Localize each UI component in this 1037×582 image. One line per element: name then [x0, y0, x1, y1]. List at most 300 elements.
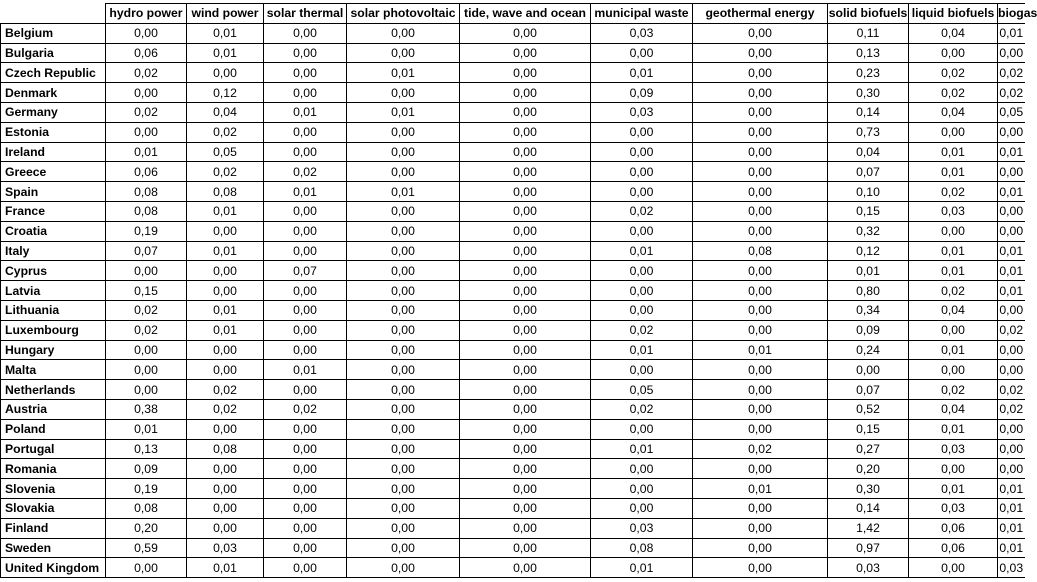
- value-cell[interactable]: 0,20: [828, 459, 909, 479]
- value-cell[interactable]: 0,00: [909, 221, 998, 241]
- value-cell[interactable]: 0,01: [909, 142, 998, 162]
- value-cell[interactable]: 0,59: [106, 538, 187, 558]
- value-cell[interactable]: 0,32: [828, 221, 909, 241]
- value-cell[interactable]: 0,00: [460, 518, 591, 538]
- value-cell[interactable]: 0,04: [828, 142, 909, 162]
- value-cell[interactable]: 0,02: [264, 399, 347, 419]
- value-cell[interactable]: 0,00: [347, 360, 460, 380]
- value-cell[interactable]: 0,00: [347, 201, 460, 221]
- value-cell[interactable]: 0,03: [909, 439, 998, 459]
- value-cell[interactable]: 0,01: [106, 142, 187, 162]
- value-cell[interactable]: 0,01: [998, 518, 1025, 538]
- value-cell[interactable]: 0,00: [460, 380, 591, 400]
- country-cell[interactable]: Portugal: [1, 439, 106, 459]
- value-cell[interactable]: 0,01: [187, 300, 264, 320]
- value-cell[interactable]: 0,00: [693, 162, 828, 182]
- value-cell[interactable]: 0,00: [591, 419, 693, 439]
- value-cell[interactable]: 0,01: [591, 63, 693, 83]
- col-header[interactable]: tide, wave and ocean: [460, 4, 591, 24]
- value-cell[interactable]: 0,00: [998, 300, 1025, 320]
- value-cell[interactable]: 0,03: [591, 23, 693, 43]
- value-cell[interactable]: 0,07: [828, 380, 909, 400]
- value-cell[interactable]: 0,00: [828, 360, 909, 380]
- value-cell[interactable]: 0,01: [909, 419, 998, 439]
- value-cell[interactable]: 0,00: [460, 479, 591, 499]
- value-cell[interactable]: 0,00: [106, 360, 187, 380]
- value-cell[interactable]: 0,03: [909, 201, 998, 221]
- country-cell[interactable]: Cyprus: [1, 261, 106, 281]
- country-cell[interactable]: Latvia: [1, 281, 106, 301]
- value-cell[interactable]: 0,00: [693, 281, 828, 301]
- value-cell[interactable]: 0,00: [347, 380, 460, 400]
- value-cell[interactable]: 0,00: [591, 162, 693, 182]
- country-cell[interactable]: Croatia: [1, 221, 106, 241]
- value-cell[interactable]: 0,00: [693, 360, 828, 380]
- value-cell[interactable]: 0,00: [693, 558, 828, 578]
- value-cell[interactable]: 0,00: [264, 439, 347, 459]
- value-cell[interactable]: 0,08: [187, 182, 264, 202]
- value-cell[interactable]: 0,00: [693, 221, 828, 241]
- value-cell[interactable]: 0,09: [591, 83, 693, 103]
- value-cell[interactable]: 0,00: [998, 43, 1025, 63]
- value-cell[interactable]: 0,01: [998, 281, 1025, 301]
- value-cell[interactable]: 0,05: [591, 380, 693, 400]
- value-cell[interactable]: 0,00: [264, 63, 347, 83]
- value-cell[interactable]: 0,00: [998, 162, 1025, 182]
- value-cell[interactable]: 0,00: [347, 300, 460, 320]
- value-cell[interactable]: 0,01: [693, 340, 828, 360]
- value-cell[interactable]: 0,03: [591, 102, 693, 122]
- value-cell[interactable]: 0,00: [591, 479, 693, 499]
- value-cell[interactable]: 0,00: [909, 459, 998, 479]
- value-cell[interactable]: 0,02: [264, 162, 347, 182]
- value-cell[interactable]: 0,00: [264, 43, 347, 63]
- value-cell[interactable]: 0,00: [460, 399, 591, 419]
- value-cell[interactable]: 0,00: [347, 518, 460, 538]
- value-cell[interactable]: 0,38: [106, 399, 187, 419]
- value-cell[interactable]: 0,01: [998, 538, 1025, 558]
- value-cell[interactable]: 0,01: [998, 23, 1025, 43]
- value-cell[interactable]: 0,00: [264, 380, 347, 400]
- value-cell[interactable]: 0,00: [460, 162, 591, 182]
- value-cell[interactable]: 0,15: [106, 281, 187, 301]
- value-cell[interactable]: 0,00: [347, 479, 460, 499]
- value-cell[interactable]: 0,00: [591, 142, 693, 162]
- value-cell[interactable]: 0,00: [460, 201, 591, 221]
- value-cell[interactable]: 0,00: [998, 122, 1025, 142]
- value-cell[interactable]: 0,05: [187, 142, 264, 162]
- value-cell[interactable]: 0,12: [187, 83, 264, 103]
- value-cell[interactable]: 0,02: [106, 63, 187, 83]
- value-cell[interactable]: 0,09: [828, 320, 909, 340]
- value-cell[interactable]: 0,00: [693, 122, 828, 142]
- country-cell[interactable]: Austria: [1, 399, 106, 419]
- country-cell[interactable]: Malta: [1, 360, 106, 380]
- value-cell[interactable]: 0,00: [693, 518, 828, 538]
- value-cell[interactable]: 0,01: [998, 142, 1025, 162]
- value-cell[interactable]: 0,00: [693, 23, 828, 43]
- value-cell[interactable]: 0,05: [998, 102, 1025, 122]
- value-cell[interactable]: 0,00: [998, 360, 1025, 380]
- value-cell[interactable]: 0,34: [828, 300, 909, 320]
- value-cell[interactable]: 1,42: [828, 518, 909, 538]
- value-cell[interactable]: 0,01: [909, 479, 998, 499]
- value-cell[interactable]: 0,02: [909, 281, 998, 301]
- value-cell[interactable]: 0,00: [187, 479, 264, 499]
- value-cell[interactable]: 0,01: [187, 23, 264, 43]
- value-cell[interactable]: 0,01: [591, 241, 693, 261]
- value-cell[interactable]: 0,01: [998, 261, 1025, 281]
- country-cell[interactable]: Netherlands: [1, 380, 106, 400]
- value-cell[interactable]: 0,01: [998, 182, 1025, 202]
- value-cell[interactable]: 0,00: [591, 459, 693, 479]
- value-cell[interactable]: 0,00: [460, 261, 591, 281]
- value-cell[interactable]: 0,00: [460, 63, 591, 83]
- value-cell[interactable]: 0,00: [347, 538, 460, 558]
- country-cell[interactable]: Sweden: [1, 538, 106, 558]
- value-cell[interactable]: 0,97: [828, 538, 909, 558]
- value-cell[interactable]: 0,01: [106, 419, 187, 439]
- value-cell[interactable]: 0,00: [347, 261, 460, 281]
- value-cell[interactable]: 0,00: [693, 419, 828, 439]
- value-cell[interactable]: 0,01: [693, 479, 828, 499]
- country-cell[interactable]: Hungary: [1, 340, 106, 360]
- value-cell[interactable]: 0,00: [264, 23, 347, 43]
- value-cell[interactable]: 0,01: [998, 498, 1025, 518]
- value-cell[interactable]: 0,00: [460, 340, 591, 360]
- value-cell[interactable]: 0,00: [693, 380, 828, 400]
- value-cell[interactable]: 0,02: [998, 399, 1025, 419]
- value-cell[interactable]: 0,02: [998, 83, 1025, 103]
- value-cell[interactable]: 0,00: [460, 300, 591, 320]
- value-cell[interactable]: 0,03: [998, 558, 1025, 578]
- value-cell[interactable]: 0,01: [909, 241, 998, 261]
- value-cell[interactable]: 0,00: [591, 122, 693, 142]
- value-cell[interactable]: 0,02: [591, 201, 693, 221]
- value-cell[interactable]: 0,00: [460, 360, 591, 380]
- country-cell[interactable]: Germany: [1, 102, 106, 122]
- value-cell[interactable]: 0,01: [998, 241, 1025, 261]
- value-cell[interactable]: 0,00: [347, 439, 460, 459]
- value-cell[interactable]: 0,13: [106, 439, 187, 459]
- value-cell[interactable]: 0,03: [591, 518, 693, 538]
- value-cell[interactable]: 0,00: [264, 241, 347, 261]
- value-cell[interactable]: 0,00: [460, 43, 591, 63]
- value-cell[interactable]: 0,52: [828, 399, 909, 419]
- value-cell[interactable]: 0,07: [828, 162, 909, 182]
- value-cell[interactable]: 0,00: [347, 498, 460, 518]
- value-cell[interactable]: 0,15: [828, 419, 909, 439]
- value-cell[interactable]: 0,00: [347, 142, 460, 162]
- value-cell[interactable]: 0,19: [106, 221, 187, 241]
- value-cell[interactable]: 0,02: [187, 162, 264, 182]
- value-cell[interactable]: 0,00: [347, 221, 460, 241]
- country-cell[interactable]: Slovenia: [1, 479, 106, 499]
- value-cell[interactable]: 0,00: [187, 281, 264, 301]
- value-cell[interactable]: 0,01: [909, 162, 998, 182]
- value-cell[interactable]: 0,00: [460, 23, 591, 43]
- value-cell[interactable]: 0,00: [347, 558, 460, 578]
- value-cell[interactable]: 0,00: [187, 419, 264, 439]
- value-cell[interactable]: 0,02: [909, 380, 998, 400]
- value-cell[interactable]: 0,02: [106, 320, 187, 340]
- value-cell[interactable]: 0,01: [998, 479, 1025, 499]
- value-cell[interactable]: 0,00: [693, 459, 828, 479]
- value-cell[interactable]: 0,00: [106, 261, 187, 281]
- value-cell[interactable]: 0,30: [828, 83, 909, 103]
- value-cell[interactable]: 0,08: [106, 498, 187, 518]
- value-cell[interactable]: 0,06: [106, 43, 187, 63]
- country-cell[interactable]: Denmark: [1, 83, 106, 103]
- value-cell[interactable]: 0,02: [998, 380, 1025, 400]
- value-cell[interactable]: 0,00: [347, 419, 460, 439]
- value-cell[interactable]: 0,01: [187, 241, 264, 261]
- value-cell[interactable]: 0,00: [693, 182, 828, 202]
- value-cell[interactable]: 0,00: [460, 102, 591, 122]
- country-cell[interactable]: Romania: [1, 459, 106, 479]
- value-cell[interactable]: 0,00: [909, 122, 998, 142]
- value-cell[interactable]: 0,02: [187, 399, 264, 419]
- value-cell[interactable]: 0,00: [347, 162, 460, 182]
- value-cell[interactable]: 0,00: [264, 320, 347, 340]
- value-cell[interactable]: 0,06: [909, 538, 998, 558]
- value-cell[interactable]: 0,00: [460, 221, 591, 241]
- value-cell[interactable]: 0,27: [828, 439, 909, 459]
- value-cell[interactable]: 0,00: [106, 83, 187, 103]
- value-cell[interactable]: 0,00: [460, 281, 591, 301]
- value-cell[interactable]: 0,01: [187, 43, 264, 63]
- country-cell[interactable]: Czech Republic: [1, 63, 106, 83]
- value-cell[interactable]: 0,00: [909, 43, 998, 63]
- value-cell[interactable]: 0,00: [591, 221, 693, 241]
- value-cell[interactable]: 0,00: [264, 201, 347, 221]
- value-cell[interactable]: 0,01: [909, 261, 998, 281]
- value-cell[interactable]: 0,02: [591, 320, 693, 340]
- country-cell[interactable]: Ireland: [1, 142, 106, 162]
- value-cell[interactable]: 0,00: [998, 439, 1025, 459]
- value-cell[interactable]: 0,00: [264, 122, 347, 142]
- value-cell[interactable]: 0,00: [347, 320, 460, 340]
- value-cell[interactable]: 0,00: [591, 300, 693, 320]
- value-cell[interactable]: 0,00: [591, 281, 693, 301]
- col-header[interactable]: solar photovoltaic: [347, 4, 460, 24]
- value-cell[interactable]: 0,00: [264, 518, 347, 538]
- value-cell[interactable]: 0,01: [264, 182, 347, 202]
- value-cell[interactable]: 0,00: [693, 102, 828, 122]
- value-cell[interactable]: 0,00: [693, 538, 828, 558]
- col-header[interactable]: liquid biofuels: [909, 4, 998, 24]
- value-cell[interactable]: 0,08: [106, 182, 187, 202]
- value-cell[interactable]: 0,01: [591, 439, 693, 459]
- value-cell[interactable]: 0,00: [998, 419, 1025, 439]
- value-cell[interactable]: 0,02: [998, 320, 1025, 340]
- value-cell[interactable]: 0,00: [693, 300, 828, 320]
- value-cell[interactable]: 0,00: [264, 498, 347, 518]
- value-cell[interactable]: 0,00: [347, 122, 460, 142]
- value-cell[interactable]: 0,20: [106, 518, 187, 538]
- value-cell[interactable]: 0,00: [460, 558, 591, 578]
- col-header[interactable]: geothermal energy: [693, 4, 828, 24]
- country-cell[interactable]: Poland: [1, 419, 106, 439]
- value-cell[interactable]: 0,04: [909, 300, 998, 320]
- value-cell[interactable]: 0,00: [591, 182, 693, 202]
- value-cell[interactable]: 0,00: [909, 320, 998, 340]
- value-cell[interactable]: 0,00: [909, 360, 998, 380]
- value-cell[interactable]: 0,14: [828, 498, 909, 518]
- value-cell[interactable]: 0,00: [264, 538, 347, 558]
- value-cell[interactable]: 0,00: [693, 43, 828, 63]
- value-cell[interactable]: 0,30: [828, 479, 909, 499]
- value-cell[interactable]: 0,02: [909, 63, 998, 83]
- value-cell[interactable]: 0,02: [591, 399, 693, 419]
- value-cell[interactable]: 0,06: [909, 518, 998, 538]
- country-cell[interactable]: Finland: [1, 518, 106, 538]
- value-cell[interactable]: 0,03: [828, 558, 909, 578]
- value-cell[interactable]: 0,02: [187, 122, 264, 142]
- value-cell[interactable]: 0,01: [591, 558, 693, 578]
- value-cell[interactable]: 0,00: [264, 340, 347, 360]
- value-cell[interactable]: 0,01: [264, 360, 347, 380]
- value-cell[interactable]: 0,23: [828, 63, 909, 83]
- value-cell[interactable]: 0,01: [347, 102, 460, 122]
- value-cell[interactable]: 0,02: [909, 83, 998, 103]
- value-cell[interactable]: 0,08: [106, 201, 187, 221]
- value-cell[interactable]: 0,00: [693, 63, 828, 83]
- country-cell[interactable]: Spain: [1, 182, 106, 202]
- value-cell[interactable]: 0,01: [347, 182, 460, 202]
- value-cell[interactable]: 0,12: [828, 241, 909, 261]
- value-cell[interactable]: 0,00: [693, 261, 828, 281]
- value-cell[interactable]: 0,00: [264, 83, 347, 103]
- value-cell[interactable]: 0,08: [591, 538, 693, 558]
- value-cell[interactable]: 0,00: [106, 340, 187, 360]
- value-cell[interactable]: 0,00: [106, 380, 187, 400]
- value-cell[interactable]: 0,11: [828, 23, 909, 43]
- value-cell[interactable]: 0,00: [187, 360, 264, 380]
- country-cell[interactable]: Belgium: [1, 23, 106, 43]
- country-cell[interactable]: Luxembourg: [1, 320, 106, 340]
- value-cell[interactable]: 0,02: [998, 63, 1025, 83]
- value-cell[interactable]: 0,00: [347, 281, 460, 301]
- value-cell[interactable]: 0,00: [460, 538, 591, 558]
- value-cell[interactable]: 0,00: [460, 419, 591, 439]
- value-cell[interactable]: 0,03: [187, 538, 264, 558]
- value-cell[interactable]: 0,00: [591, 43, 693, 63]
- value-cell[interactable]: 0,00: [187, 518, 264, 538]
- value-cell[interactable]: 0,01: [187, 558, 264, 578]
- value-cell[interactable]: 0,00: [693, 83, 828, 103]
- value-cell[interactable]: 0,04: [909, 102, 998, 122]
- value-cell[interactable]: 0,00: [693, 320, 828, 340]
- value-cell[interactable]: 0,00: [460, 320, 591, 340]
- value-cell[interactable]: 0,10: [828, 182, 909, 202]
- col-header[interactable]: hydro power: [106, 4, 187, 24]
- value-cell[interactable]: 0,00: [693, 498, 828, 518]
- value-cell[interactable]: 0,00: [909, 558, 998, 578]
- value-cell[interactable]: 0,00: [460, 241, 591, 261]
- value-cell[interactable]: 0,00: [106, 122, 187, 142]
- value-cell[interactable]: 0,00: [460, 498, 591, 518]
- value-cell[interactable]: 0,00: [693, 201, 828, 221]
- value-cell[interactable]: 0,02: [693, 439, 828, 459]
- value-cell[interactable]: 0,13: [828, 43, 909, 63]
- value-cell[interactable]: 0,00: [347, 241, 460, 261]
- value-cell[interactable]: 0,01: [187, 201, 264, 221]
- value-cell[interactable]: 0,09: [106, 459, 187, 479]
- country-cell[interactable]: United Kingdom: [1, 558, 106, 578]
- value-cell[interactable]: 0,00: [347, 23, 460, 43]
- country-cell[interactable]: France: [1, 201, 106, 221]
- value-cell[interactable]: 0,00: [264, 459, 347, 479]
- col-header[interactable]: solar thermal: [264, 4, 347, 24]
- value-cell[interactable]: 0,07: [264, 261, 347, 281]
- value-cell[interactable]: 0,00: [460, 182, 591, 202]
- value-cell[interactable]: 0,02: [106, 102, 187, 122]
- value-cell[interactable]: 0,01: [264, 102, 347, 122]
- value-cell[interactable]: 0,00: [106, 558, 187, 578]
- value-cell[interactable]: 0,00: [347, 83, 460, 103]
- value-cell[interactable]: 0,04: [909, 23, 998, 43]
- value-cell[interactable]: 0,00: [187, 63, 264, 83]
- value-cell[interactable]: 0,00: [347, 340, 460, 360]
- value-cell[interactable]: 0,80: [828, 281, 909, 301]
- value-cell[interactable]: 0,00: [693, 142, 828, 162]
- value-cell[interactable]: 0,02: [909, 182, 998, 202]
- country-cell[interactable]: Lithuania: [1, 300, 106, 320]
- country-cell[interactable]: Slovakia: [1, 498, 106, 518]
- value-cell[interactable]: 0,04: [909, 399, 998, 419]
- value-cell[interactable]: 0,08: [187, 439, 264, 459]
- value-cell[interactable]: 0,06: [106, 162, 187, 182]
- value-cell[interactable]: 0,00: [460, 459, 591, 479]
- value-cell[interactable]: 0,01: [909, 340, 998, 360]
- value-cell[interactable]: 0,01: [347, 63, 460, 83]
- value-cell[interactable]: 0,01: [591, 340, 693, 360]
- col-header[interactable]: solid biofuels: [828, 4, 909, 24]
- value-cell[interactable]: 0,00: [460, 83, 591, 103]
- value-cell[interactable]: 0,00: [264, 558, 347, 578]
- value-cell[interactable]: 0,00: [264, 221, 347, 241]
- value-cell[interactable]: 0,00: [347, 43, 460, 63]
- value-cell[interactable]: 0,00: [264, 142, 347, 162]
- value-cell[interactable]: 0,00: [264, 419, 347, 439]
- value-cell[interactable]: 0,00: [264, 479, 347, 499]
- value-cell[interactable]: 0,24: [828, 340, 909, 360]
- value-cell[interactable]: 0,00: [347, 399, 460, 419]
- corner-cell[interactable]: [1, 4, 106, 24]
- value-cell[interactable]: 0,00: [460, 122, 591, 142]
- value-cell[interactable]: 0,00: [187, 340, 264, 360]
- value-cell[interactable]: 0,00: [998, 221, 1025, 241]
- value-cell[interactable]: 0,01: [828, 261, 909, 281]
- value-cell[interactable]: 0,07: [106, 241, 187, 261]
- country-cell[interactable]: Italy: [1, 241, 106, 261]
- value-cell[interactable]: 0,15: [828, 201, 909, 221]
- value-cell[interactable]: 0,00: [187, 261, 264, 281]
- value-cell[interactable]: 0,00: [693, 399, 828, 419]
- value-cell[interactable]: 0,00: [591, 360, 693, 380]
- value-cell[interactable]: 0,00: [998, 340, 1025, 360]
- value-cell[interactable]: 0,00: [187, 221, 264, 241]
- value-cell[interactable]: 0,00: [460, 439, 591, 459]
- value-cell[interactable]: 0,00: [187, 498, 264, 518]
- value-cell[interactable]: 0,01: [187, 320, 264, 340]
- value-cell[interactable]: 0,00: [187, 459, 264, 479]
- value-cell[interactable]: 0,00: [264, 281, 347, 301]
- value-cell[interactable]: 0,08: [693, 241, 828, 261]
- country-cell[interactable]: Greece: [1, 162, 106, 182]
- value-cell[interactable]: 0,00: [998, 459, 1025, 479]
